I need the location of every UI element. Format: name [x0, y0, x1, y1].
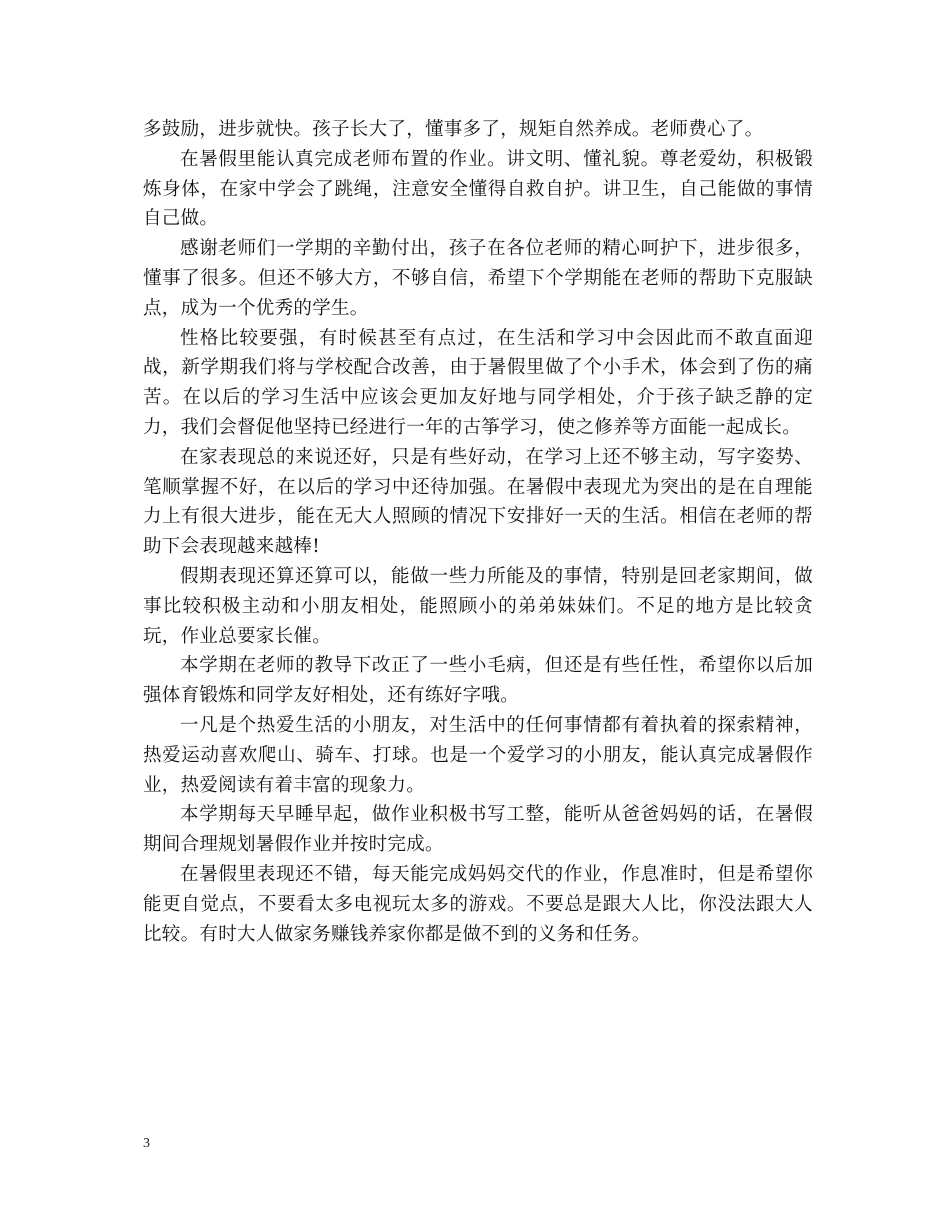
paragraph: 假期表现还算还算可以，能做一些力所能及的事情，特别是回老家期间，做事比较积极主动和小朋友相处，能照顾小的弟弟妹妹们。不足的地方是比较贪玩，作业总要家长催。: [143, 565, 813, 647]
paragraph: 在家表现总的来说还好，只是有些好动，在学习上还不够主动，写字姿势、笔顺掌握不好，在以后的学习中还待加强。在暑假中表现尤为突出的是在自理能力上有很大进步，能在无大人照顾的情况下安排好一天的生活。相信在老师的帮助下会表现越来越棒!: [143, 446, 813, 558]
paragraph: 多鼓励，进步就快。孩子长大了，懂事多了，规矩自然养成。老师费心了。: [143, 119, 764, 140]
page-number: 3: [143, 1136, 150, 1151]
document-body: [143, 115, 813, 949]
paragraph: 感谢老师们一学期的辛勤付出，孩子在各位老师的精心呵护下，进步很多，懂事了很多。但还不够大方，不够自信，希望下个学期能在老师的帮助下克服缺点，成为一个优秀的学生。: [143, 238, 813, 319]
paragraph: 一凡是个热爱生活的小朋友，对生活中的任何事情都有着执着的探索精神，热爱运动喜欢爬山、骑车、打球。也是一个爱学习的小朋友，能认真完成暑假作业，热爱阅读有着丰富的现象力。: [143, 714, 813, 796]
paragraph: 在暑假里能认真完成老师布置的作业。讲文明、懂礼貌。尊老爱幼，积极锻炼身体，在家中学会了跳绳，注意安全懂得自救自护。讲卫生，自己能做的事情自己做。: [143, 148, 813, 230]
paragraph: 本学期在老师的教导下改正了一些小毛病，但还是有些任性，希望你以后加强体育锻炼和同学友好相处，还有练好字哦。: [143, 655, 813, 707]
paragraph: 本学期每天早睡早起，做作业积极书写工整，能听从爸爸妈妈的话，在暑假期间合理规划暑假作业并按时完成。: [143, 804, 813, 856]
paragraph: 性格比较要强，有时候甚至有点过，在生活和学习中会因此而不敢直面迎战，新学期我们将与学校配合改善，由于暑假里做了个小手术，体会到了伤的痛苦。在以后的学习生活中应该会更加友好地与同学相处，介于孩子缺乏静的定力，我们会督促他坚持已经进行一年的古筝学习，使之修养等方面能一起成长。: [143, 327, 813, 438]
paragraph: 在暑假里表现还不错，每天能完成妈妈交代的作业，作息准时，但是希望你能更自觉点，不要看太多电视玩太多的游戏。不要总是跟大人比，你没法跟大人比较。有时大人做家务赚钱养家你都是做不到的义务和任务。: [143, 863, 813, 945]
